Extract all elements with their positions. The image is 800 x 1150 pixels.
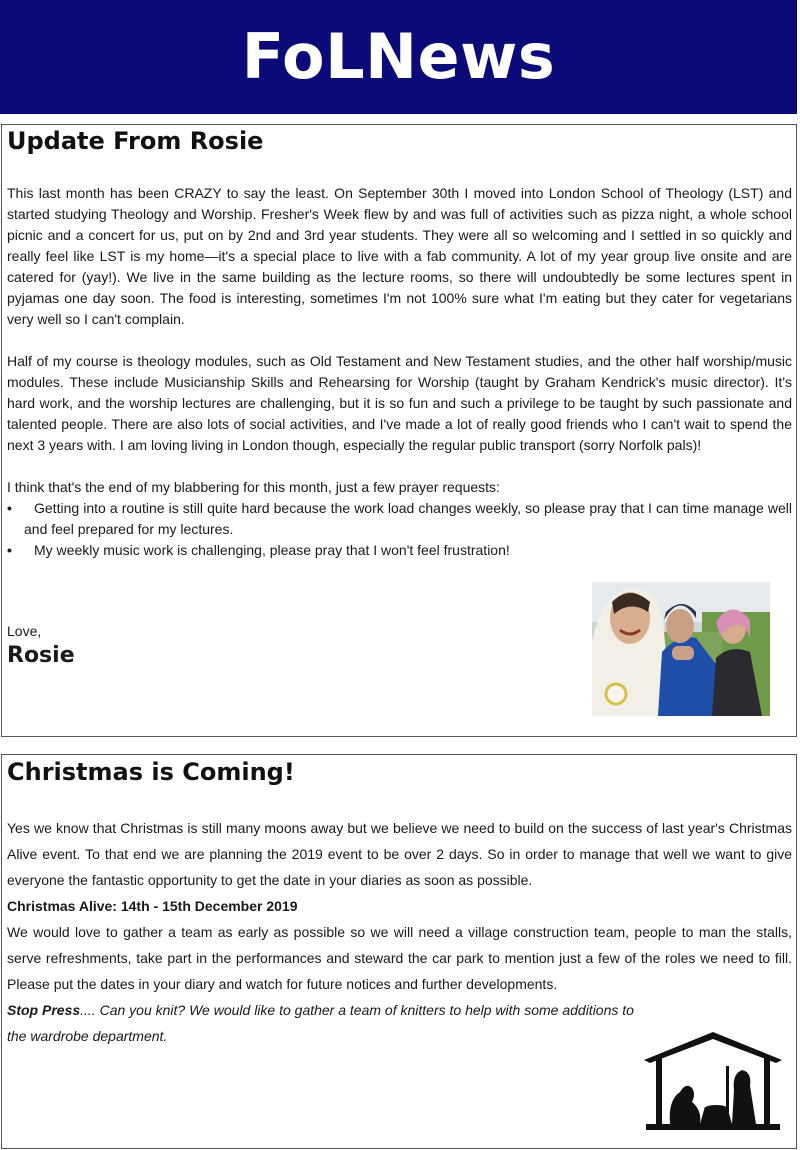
christmas-paragraph-1: Yes we know that Christmas is still many moons away but we believe we need to build on the success of last year's Christmas Alive event. To that end we are planning the 2019 event to be over 2 days. So in order to manage that well we want to give everyone the fantastic opportunity to get the date in your diaries as soon as possible. [7,820,792,888]
closing-text: Love, [7,623,42,639]
stop-press-text: .... Can you knit? We would like to gather a team of knitters to help with some additions to the wardrobe department. [7,1002,634,1044]
christmas-paragraph-2: We would love to gather a team as early as possible so we will need a village construction team, people to man the stalls, serve refreshments, take part in the performances and steward the car park to mention just a few of the roles we need to fill. Please put the dates in your diary and watch for future notices and further developments. [7,924,792,992]
prayer-list [7,498,792,561]
rosie-paragraph-2: Half of my course is theology modules, such as Old Testament and New Testament studies, and the other half worship/music modules. These include Musicianship Skills and Rehearsing for Worship (taught by Graham Kendrick's music director). It's hard work, and the worship lectures are challenging, but it is so fun and such a privilege to be taught by such passionate and talented people. There are also lots of social activities, and I've made a lot of really good friends who I can't wait to spend the next 3 years with. I am loving living in London though, especially the regular public transport (sorry Norfolk pals)! [7,353,792,453]
rosie-body [7,183,792,561]
christmas-body [7,815,792,1049]
rosie-heading: Update From Rosie [7,127,264,155]
masthead-banner [0,0,797,114]
friends-selfie-photo [592,582,770,716]
signature: Rosie [7,643,75,668]
rosie-paragraph-3: I think that's the end of my blabbering for this month, just a few prayer requests: [7,479,500,495]
stop-press-label: Stop Press [7,1002,81,1018]
christmas-heading: Christmas is Coming! [7,758,295,786]
bullet-icon: • [7,542,12,558]
prayer-item: • My weekly music work is challenging, please pray that I won't feel frustration! [7,540,584,561]
nativity-stable-icon [642,1030,784,1132]
event-dates: Christmas Alive: 14th - 15th December 2019 [7,898,298,914]
nativity-illustration [642,1030,784,1132]
stop-press-note [7,997,639,1049]
rosie-paragraph-1: This last month has been CRAZY to say the least. On September 30th I moved into London School of Theology (LST) and started studying Theology and Worship. Fresher's Week flew by and was full of activities such as pizza night, a whole school picnic and a concert for us, put on by 2nd and 3rd year students. They were all so welcoming and I settled in so quickly and really feel like LST is my home—it's a special place to live with a fab community. A lot of my year group live onsite and are catered for (yay!). We live in the same building as the lecture rooms, so there will undoubtedly be some lectures spent in pyjamas one day soon. The food is interesting, sometimes I'm not 100% sure what I'm eating but they cater for vegetarians very well so I can't complain. [7,185,792,327]
photo-illustration [592,582,770,716]
prayer-item: • Getting into a routine is still quite hard because the work load changes weekly, so please pray that I can time manage well and feel prepared for my lectures. [7,500,792,537]
newsletter-title: FoLNews [241,20,556,93]
bullet-icon: • [7,500,12,516]
